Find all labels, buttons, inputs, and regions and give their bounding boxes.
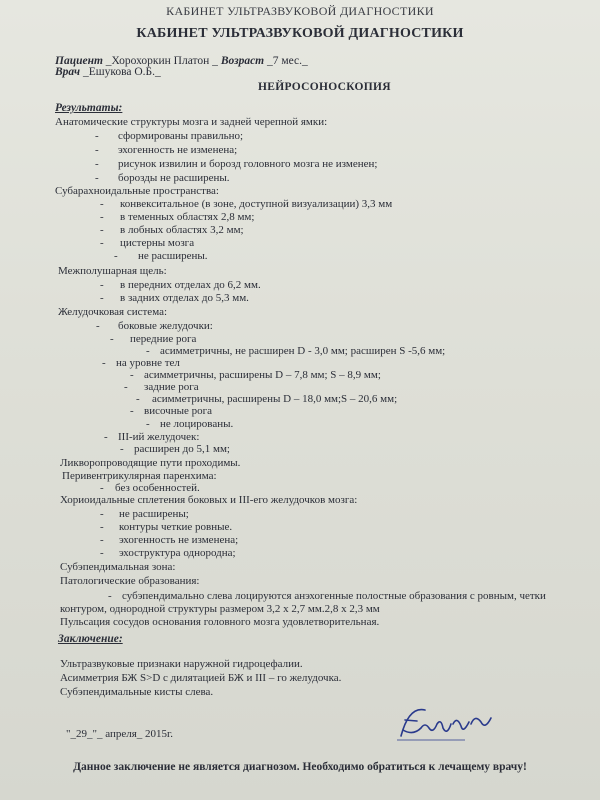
age-value: _7 мес._ [267,55,308,67]
results-title: Результаты: [55,102,123,114]
results-line: Межполушарная щель: [58,265,167,277]
doctor-label: Врач [55,66,81,78]
results-line: в лобных областях 3,2 мм; [120,224,244,236]
results-line: асимметричны, расширены D – 7,8 мм; S – 8,9 мм; [144,369,381,381]
results-line: в задних отделах до 5,3 мм. [120,292,249,304]
results-line: Хориоидальные сплетения боковых и III-его желудочков мозга: [60,494,358,506]
results-line: конвекситальное (в зоне, доступной визуализации) 3,3 мм [120,198,393,210]
results-line: эхогенность не изменена; [118,144,238,156]
results-line: III-ий желудочек: [118,431,200,443]
results-line: без особенностей. [115,482,200,494]
doctor-signature [395,700,500,742]
header-top-title: КАБИНЕТ УЛЬТРАЗВУКОВОЙ ДИАГНОСТИКИ [166,4,434,18]
results-line: боковые желудочки: [118,320,213,332]
results-line: эхогенность не изменена; [119,534,239,546]
results-line: цистерны мозга [120,237,195,249]
results-line: Анатомические структуры мозга и задней черепной ямки: [55,116,328,128]
results-line: задние рога [144,381,199,393]
results-line: передние рога [130,333,197,345]
header-main-title: КАБИНЕТ УЛЬТРАЗВУКОВОЙ ДИАГНОСТИКИ [136,26,464,41]
results-line: Перивентрикулярная паренхима: [62,470,217,482]
report-date: "_29_"_ апреля_ 2015г. [66,728,174,740]
results-line: субэпендимально слева лоцируются анэхогенные полостные образования с ровным, четки [122,590,546,602]
results-line: борозды не расширены. [118,172,230,184]
results-line: Субарахноидальные пространства: [55,185,219,197]
results-line: рисунок извилин и борозд головного мозга не изменен; [118,158,378,170]
results-line: не расширены; [119,508,189,520]
conclusion-line: Субэпендимальные кисты слева. [60,686,214,698]
results-line: Пульсация сосудов основания головного мозга удовлетворительная. [60,616,380,628]
results-line: эхоструктура однородна; [119,547,236,559]
results-line: на уровне тел [116,357,180,369]
conclusion-line: Асимметрия БЖ S>D с дилятацией БЖ и III – го желудочка. [60,672,342,684]
conclusion-title: Заключение: [58,633,123,645]
results-line: сформированы правильно; [118,130,244,142]
results-line: асимметричны, не расширен D - 3,0 мм; расширен S -5,6 мм; [160,345,446,357]
footer-disclaimer: Данное заключение не является диагнозом. Необходимо обратиться к лечащему врачу! [73,761,527,773]
document-page: КАБИНЕТ УЛЬТРАЗВУКОВОЙ ДИАГНОСТИКИ КАБИНЕТ УЛЬТРАЗВУКОВОЙ ДИАГНОСТИКИ Пациент _Хорохоркин Платон _ Возраст _7 мес._ Врач _Ешукова О.Б._ НЕЙРОСОНОСКОПИЯ Результаты: Анатомические структуры мозга и задней черепной ямки: - сформированы правильно; - эхогенность не изменена; - рисунок извилин и борозд головного мозга не изменен; - борозды не расширены. Субарахноидальные пространства: - конвекситальное (в зоне, доступной визуализации) 3,3 мм - в теменных областях 2,8 мм; - в лобных областях 3,2 мм; - цистерны мозга - не расширены. Межполушарная щель: - в передних отделах до 6,2 мм. - в задних отделах до 5,3 мм. Желудочковая система: - боковые желудочки: - передние рога - асимметричны, не расширен D - 3,0 мм; расширен S -5,6 мм; - на уровне тел - асимметричны, расширены D – 7,8 мм; S – 8,9 мм; - задние рога - асимметричны, расширены D – 18,0 мм;S – 20,6 мм; - височные рога - не лоцированы. - III-ий желудочек: - расширен до 5,1 мм; Ликворопроводящие пути проходимы. Перивентрикулярная паренхима: - без особенностей. Хориоидальные сплетения боковых и III-его желудочков мозга: - не расширены; - контуры четкие ровные. - эхогенность не изменена; - эхоструктура однородна; Субэпендимальная зона: Патологические образования: - субэпендимально слева лоцируются анэхогенные полостные образования с ровным, четки контуром, однородной структуры размером 3,2 х 2,7 мм.2,8 х 2,3 мм Пульсация сосудов основания головного мозга удовлетворительная. Заключение: Ультразвуковые признаки наружной гидроцефалии. Асимметрия БЖ S>D с дилятацией БЖ и III – го желудочка. Субэпендимальные кисты слева. "_29_"_ апреля_ 2015г. Данное заключение не является диагнозом. Необходимо обратиться к лечащему врачу! [0,0,600,800]
doctor-row [55,66,161,78]
results-line: височные рога [144,405,213,417]
results-line: асимметричны, расширены D – 18,0 мм;S – 20,6 мм; [152,393,398,405]
patient-name: _Хорохоркин Платон _ [105,55,218,67]
results-line: Субэпендимальная зона: [60,561,176,573]
results-line: контуры четкие ровные. [119,521,233,533]
results-line: контуром, однородной структуры размером 3,2 х 2,7 мм.2,8 х 2,3 мм [60,603,380,615]
results-line: не расширены. [138,250,208,262]
results-line: в передних отделах до 6,2 мм. [120,279,261,291]
results-line: не лоцированы. [160,418,234,430]
results-line: Ликворопроводящие пути проходимы. [60,457,241,469]
study-title: НЕЙРОСОНОСКОПИЯ [258,81,391,93]
patient-label: Пациент [55,55,103,67]
results-line: Патологические образования: [60,575,200,587]
doctor-name: _Ешукова О.Б._ [82,66,161,78]
results-line: Желудочковая система: [58,306,168,318]
results-line: расширен до 5,1 мм; [134,443,230,455]
results-line: в теменных областях 2,8 мм; [120,211,255,223]
conclusion-line: Ультразвуковые признаки наружной гидроцефалии. [60,658,303,670]
age-label: Возраст [220,55,265,67]
